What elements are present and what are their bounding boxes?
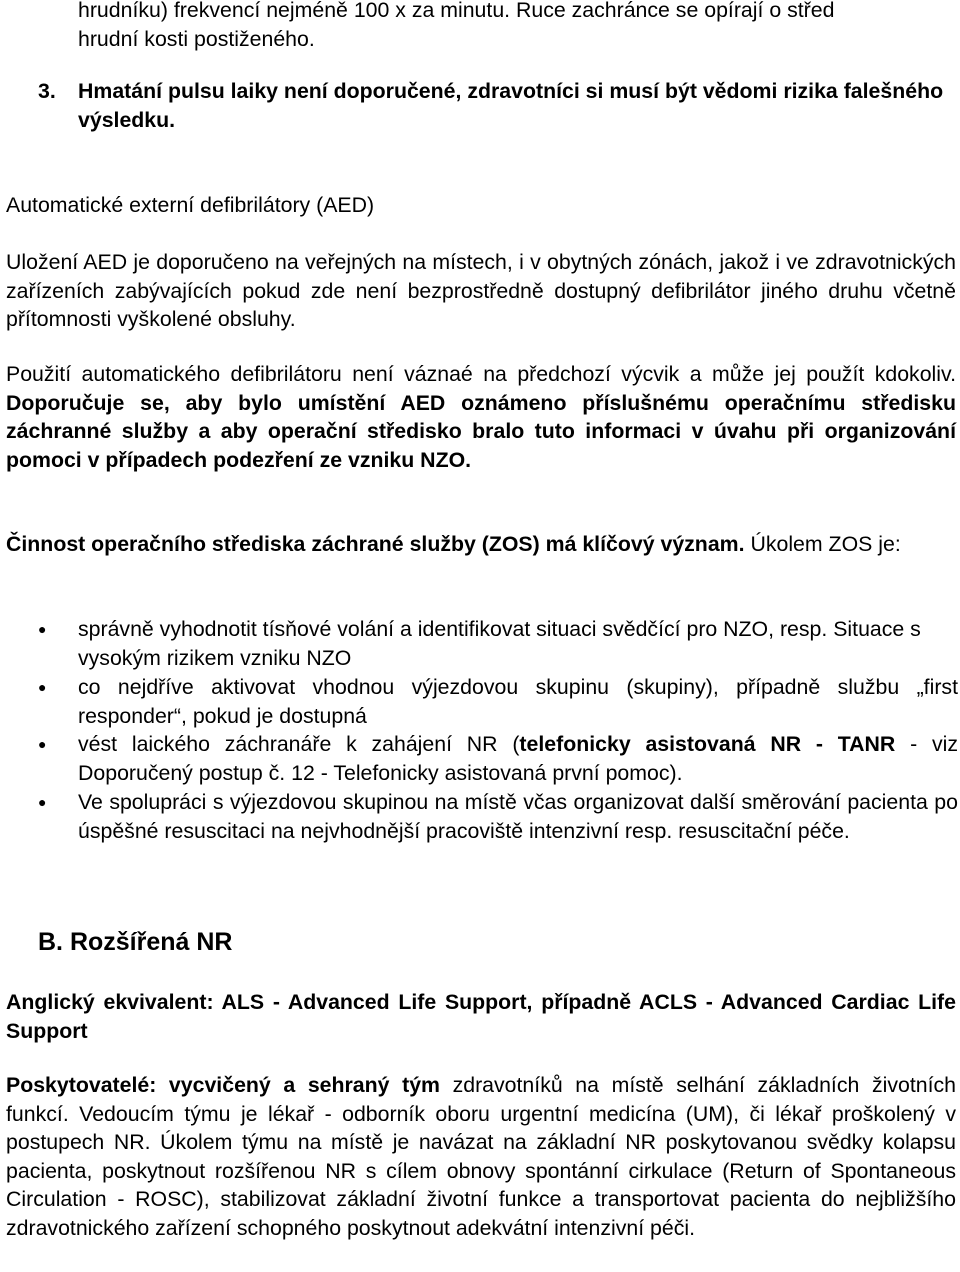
zos-intro [6,530,956,559]
aed-paragraph-2-normal: Použití automatického defibrilátoru není váznaé na předchozí výcvik a může jej použít kdokoliv. [6,362,956,386]
aed-paragraph-2 [6,360,956,474]
section-b-providers [6,1071,956,1242]
zos-intro-normal: Úkolem ZOS je: [744,532,901,556]
bullet-icon: ● [38,736,47,752]
zos-bullet-1 [78,615,958,672]
zos-bullet-3-bold: telefonicky asistovaná NR - TANR [519,732,896,756]
section-b-providers-text: zdravotníků na místě selhání základních životních funkcí. Vedoucím týmu je lékař - odborník oboru urgentní medicína (UM), či lékař proškolený v postupech NR. Úkolem týmu na místě je navázat na základní NR poskytovanou svědky kolapsu pacienta, poskytnout rozšířenou NR s cílem obnovy spontánní cirkulace (Return of Spontaneous Circulation - ROSC), stabilizovat základní životní funkce a transportovat pacienta do nejbližšího zdravotnického zařízení schopného poskytnout adekvátní intenzivní péči. [6,1073,956,1240]
zos-bullet-2 [78,673,958,730]
bullet-icon: ● [38,794,47,810]
item-3-text: Hmatání pulsu laiky není doporučené, zdravotníci si musí být vědomi rizika falešného výsledku. [78,79,944,132]
intro-line-1: hrudníku) frekvencí nejméně 100 x za minutu. Ruce zachránce se opírají o střed [78,0,835,22]
intro-line-2: hrudní kosti postiženého. [78,26,315,51]
zos-intro-bold: Činnost operačního střediska záchrané služby (ZOS) má klíčový význam. [6,532,745,556]
zos-bullet-3-pre: vést laického záchranáře k zahájení NR ( [78,732,520,756]
aed-heading: Automatické externí defibrilátory (AED) [6,193,375,217]
bullet-icon: ● [38,679,47,695]
section-b-providers-bold: Poskytovatelé: vycvičený a sehraný tým [6,1073,440,1097]
zos-bullet-2-text: co nejdříve aktivovat vhodnou výjezdovou skupinu (skupiny), případně službu „first responder“, pokud je dostupná [78,675,958,728]
section-b-equivalent: Anglický ekvivalent: ALS - Advanced Life Support, případně ACLS - Advanced Cardiac Life Support [6,990,956,1043]
zos-bullet-1-text: správně vyhodnotit tísňové volání a identifikovat situaci svědčící pro NZO, resp. Situace s vysokým rizikem vzniku NZO [78,617,921,670]
section-b-heading: B. Rozšířená NR [38,928,233,956]
aed-paragraph-2-bold: Doporučuje se, aby bylo umístění AED oznámeno příslušnému operačnímu středisku záchranné služby a aby operační středisko bralo tuto informaci v úvahu při organizování pomoci v případech podezření ze vzniku NZO. [6,390,956,472]
zos-bullet-4 [78,788,958,845]
aed-paragraph-1: Uložení AED je doporučeno na veřejných na místech, i v obytných zónách, jakož i ve zdravotnických zařízeních zabývajících pokud zde není bezprostředně dostupný defibrilátor jiného druhu včetně přítomnosti vyškolené obsluhy. [6,250,956,331]
zos-bullet-3 [78,730,958,787]
bullet-icon: ● [38,621,47,637]
zos-bullet-3-post: - viz Doporučený postup č. 12 - Telefonicky asistovaná první pomoc). [78,732,958,785]
zos-bullet-4-text: Ve spolupráci s výjezdovou skupinou na místě včas organizovat další směrování pacienta po úspěšné resuscitaci na nejvhodnější pracoviště intenzivní resp. resuscitační péče. [78,790,958,843]
item-3-number: 3. [38,79,56,103]
intro-text [78,0,958,53]
